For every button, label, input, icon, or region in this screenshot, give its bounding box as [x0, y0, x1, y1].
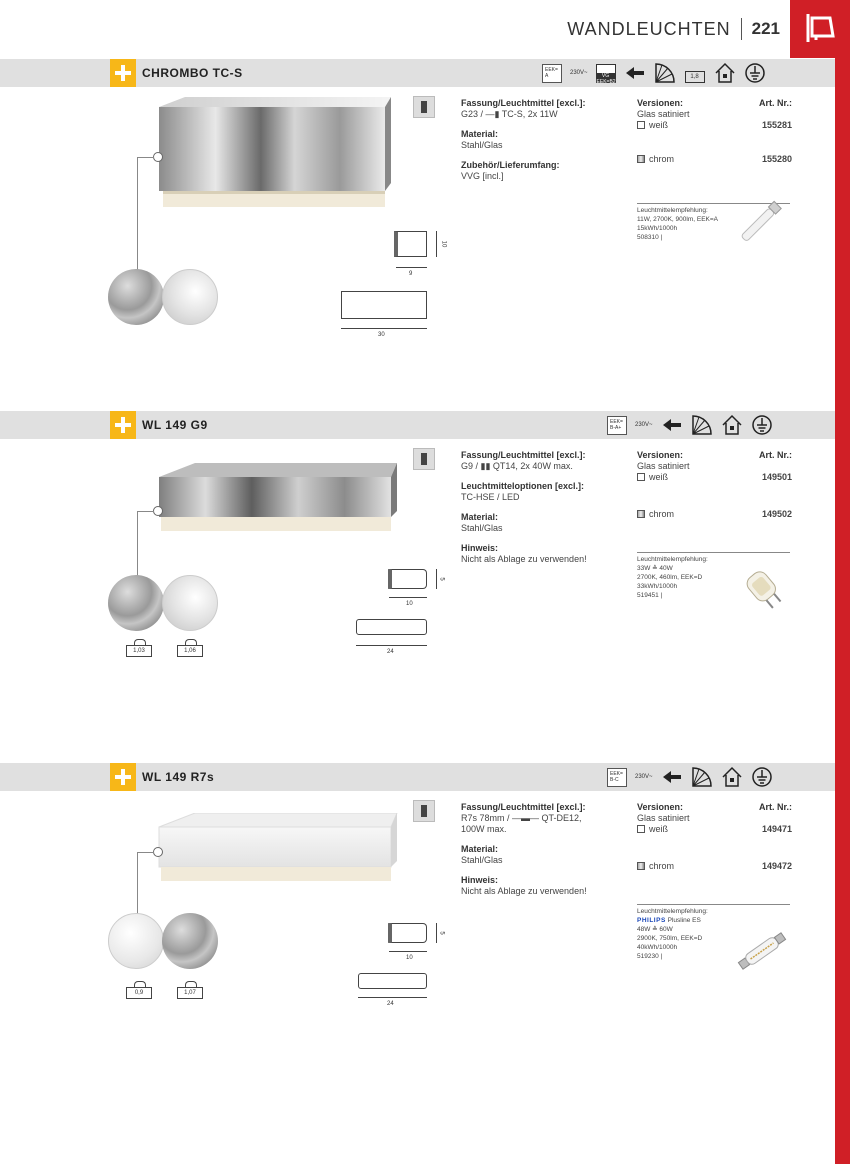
version-row: chrom 149502: [637, 509, 792, 520]
wall-lamp-icon: [802, 10, 838, 46]
weight-badge: 1,07: [177, 987, 203, 999]
lamp-spec: 2900K, 750lm, EEK=D: [637, 935, 703, 942]
artnr-heading: Art. Nr.:: [758, 450, 792, 460]
lamp-spec: 15kWh/1000h: [637, 225, 678, 232]
product-section-wl149-r7s: [0, 763, 835, 1103]
leader-line: [137, 157, 154, 158]
color-swatch-white: [108, 913, 164, 969]
light-direction-icon: [413, 800, 435, 822]
color-swatch-chrome: [108, 575, 164, 631]
lamp-artnr: 519230 |: [637, 953, 663, 960]
chrome-checkbox-icon: [637, 155, 645, 163]
category-title: WANDLEUCHTEN: [567, 18, 731, 39]
dimension-side-view: [394, 231, 427, 257]
artnr-heading: Art. Nr.:: [758, 802, 792, 812]
dimension-side-view: [388, 923, 427, 943]
light-direction-icon: [413, 96, 435, 118]
product-section-wl149-g9: [0, 411, 835, 751]
spec-heading: Leuchtmitteloptionen [excl.]:: [461, 481, 585, 491]
chrome-checkbox-icon: [637, 510, 645, 518]
versions-block: [637, 450, 792, 520]
product-name: CHROMBO TC-S: [142, 66, 243, 80]
energy-label-dark-icon: VG EEK=B2: [596, 64, 616, 83]
white-checkbox-icon: [637, 121, 645, 129]
dimension-line: [436, 231, 437, 257]
version-row: weiß 149471: [637, 824, 792, 835]
weight-badge: 0,9: [126, 987, 152, 999]
lamp-product-line: Plusline ES: [667, 917, 701, 924]
dimension-line: [358, 997, 427, 998]
voltage-label: 230V~: [570, 70, 588, 76]
beam-angle-icon: [691, 414, 713, 436]
product-name: WL 149 R7s: [142, 770, 215, 784]
page-number: 221: [751, 19, 780, 38]
leader-line: [137, 511, 154, 512]
version-row: chrom 155280: [637, 154, 792, 165]
energy-label-icon: EEK= A: [542, 64, 562, 83]
product-name: WL 149 G9: [142, 418, 208, 432]
spec-icons: [607, 766, 773, 788]
spec-heading: Fassung/Leuchtmittel [excl.]:: [461, 98, 586, 108]
protection-class-icon: [751, 766, 773, 788]
product-image: [155, 813, 400, 895]
leader-line: [137, 852, 138, 914]
dimension-height: 5: [438, 931, 445, 935]
spec-value: Stahl/Glas: [461, 855, 503, 865]
versions-heading: Versionen:: [637, 802, 684, 812]
plus-icon: [110, 411, 136, 439]
voltage-label: 230V~: [635, 422, 653, 428]
side-color-bar: [835, 58, 850, 1164]
spec-heading: Fassung/Leuchtmittel [excl.]:: [461, 802, 586, 812]
glass-type: Glas satiniert: [637, 109, 690, 119]
white-checkbox-icon: [637, 473, 645, 481]
spec-heading: Fassung/Leuchtmittel [excl.]:: [461, 450, 586, 460]
beam-angle-icon: [691, 766, 713, 788]
spec-value: Nicht als Ablage zu verwenden!: [461, 554, 587, 564]
color-swatch-chrome: [108, 269, 164, 325]
lamp-spec: 2700K, 460lm, EEK=D: [637, 574, 703, 581]
dimension-height: 10: [440, 240, 447, 248]
plus-icon: [110, 763, 136, 791]
spec-block: [461, 98, 621, 191]
weight-badge: 1,03: [126, 645, 152, 657]
brand-logo: PHILIPS: [637, 917, 666, 924]
dimension-front-view: [358, 973, 427, 989]
spec-icons: [607, 414, 773, 436]
chrome-checkbox-icon: [637, 862, 645, 870]
version-row: weiß 149501: [637, 472, 792, 483]
lamp-image: [730, 923, 794, 979]
spec-heading: Material:: [461, 844, 499, 854]
spec-value: TC-HSE / LED: [461, 492, 520, 502]
product-image: [155, 97, 395, 227]
header-divider: [741, 18, 742, 40]
dimension-width: 24: [387, 1001, 394, 1007]
spec-value: G9 / ▮▮ QT14, 2x 40W max.: [461, 461, 573, 471]
plus-icon: [110, 59, 136, 87]
dimension-line: [396, 267, 427, 268]
leader-line: [137, 511, 138, 579]
spec-value: Nicht als Ablage zu verwenden!: [461, 886, 587, 896]
category-tab: [790, 0, 850, 58]
glass-type: Glas satiniert: [637, 813, 690, 823]
white-checkbox-icon: [637, 825, 645, 833]
weight-icon: 1,8: [684, 62, 706, 84]
spec-icons: [542, 62, 766, 84]
page-header: [567, 18, 780, 40]
energy-label-icon: EEK= B-A+: [607, 416, 627, 435]
beam-angle-icon: [654, 62, 676, 84]
lamp-spec: 33W ≙ 40W: [637, 565, 673, 572]
version-row: weiß 155281: [637, 120, 792, 131]
spec-value: 100W max.: [461, 824, 507, 834]
dimension-front-view: [341, 291, 427, 319]
swatch-pointer: [153, 506, 163, 516]
spec-heading: Material:: [461, 512, 499, 522]
lamp-spec: 48W ≙ 60W: [637, 926, 673, 933]
leader-line: [137, 852, 154, 853]
spec-value: Stahl/Glas: [461, 523, 503, 533]
voltage-label: 230V~: [635, 774, 653, 780]
lamp-artnr: 519451 |: [637, 592, 663, 599]
indoor-icon: [721, 766, 743, 788]
swatch-pointer: [153, 847, 163, 857]
dimension-line: [341, 328, 427, 329]
dimension-width: 30: [378, 332, 385, 338]
lamp-artnr: 508310 |: [637, 234, 663, 241]
protection-class-icon: [744, 62, 766, 84]
lamp-spec: 40kWh/1000h: [637, 944, 678, 951]
versions-heading: Versionen:: [637, 450, 684, 460]
dimension-depth: 10: [406, 601, 413, 607]
spec-heading: Hinweis:: [461, 543, 499, 553]
energy-label-icon: EEK= B-C: [607, 768, 627, 787]
versions-block: [637, 98, 792, 165]
lamp-title: Leuchtmittelempfehlung:: [637, 207, 708, 214]
dimension-width: 24: [387, 649, 394, 655]
spec-block: [461, 450, 621, 574]
glass-type: Glas satiniert: [637, 461, 690, 471]
artnr-heading: Art. Nr.:: [758, 98, 792, 108]
versions-block: [637, 802, 792, 872]
spec-heading: Zubehör/Lieferumfang:: [461, 160, 560, 170]
direction-arrow-icon: [661, 766, 683, 788]
direction-arrow-icon: [661, 414, 683, 436]
weight-badge: 1,06: [177, 645, 203, 657]
dimension-side-view: [388, 569, 427, 589]
indoor-icon: [714, 62, 736, 84]
spec-value: VVG [incl.]: [461, 171, 504, 181]
product-image: [155, 463, 400, 543]
lamp-title: Leuchtmittelempfehlung:: [637, 908, 708, 915]
dimension-height: 5: [438, 577, 445, 581]
protection-class-icon: [751, 414, 773, 436]
version-row: chrom 149472: [637, 861, 792, 872]
color-swatch-white: [162, 575, 218, 631]
spec-value: R7s 78mm / —▬— QT-DE12,: [461, 813, 582, 823]
product-section-chrombo: [0, 59, 835, 399]
lamp-image: [728, 199, 792, 249]
swatch-pointer: [153, 152, 163, 162]
lamp-spec: 11W, 2700K, 900lm, EEK=A: [637, 216, 718, 223]
dimension-front-view: [356, 619, 427, 635]
spec-heading: Hinweis:: [461, 875, 499, 885]
indoor-icon: [721, 414, 743, 436]
dimension-depth: 9: [409, 271, 413, 277]
versions-heading: Versionen:: [637, 98, 684, 108]
color-swatch-chrome: [162, 913, 218, 969]
dimension-line: [389, 597, 427, 598]
lamp-image: [736, 563, 792, 613]
lamp-spec: 33kWh/1000h: [637, 583, 678, 590]
direction-arrow-icon: [624, 62, 646, 84]
dimension-line: [389, 951, 427, 952]
leader-line: [137, 157, 138, 277]
spec-block: [461, 802, 621, 906]
spec-value: G23 / —▮ TC-S, 2x 11W: [461, 109, 558, 119]
lamp-title: Leuchtmittelempfehlung:: [637, 556, 708, 563]
color-swatch-white: [162, 269, 218, 325]
dimension-line: [436, 923, 437, 943]
dimension-depth: 10: [406, 955, 413, 961]
light-direction-icon: [413, 448, 435, 470]
dimension-line: [356, 645, 427, 646]
spec-heading: Material:: [461, 129, 499, 139]
spec-value: Stahl/Glas: [461, 140, 503, 150]
dimension-line: [436, 569, 437, 589]
